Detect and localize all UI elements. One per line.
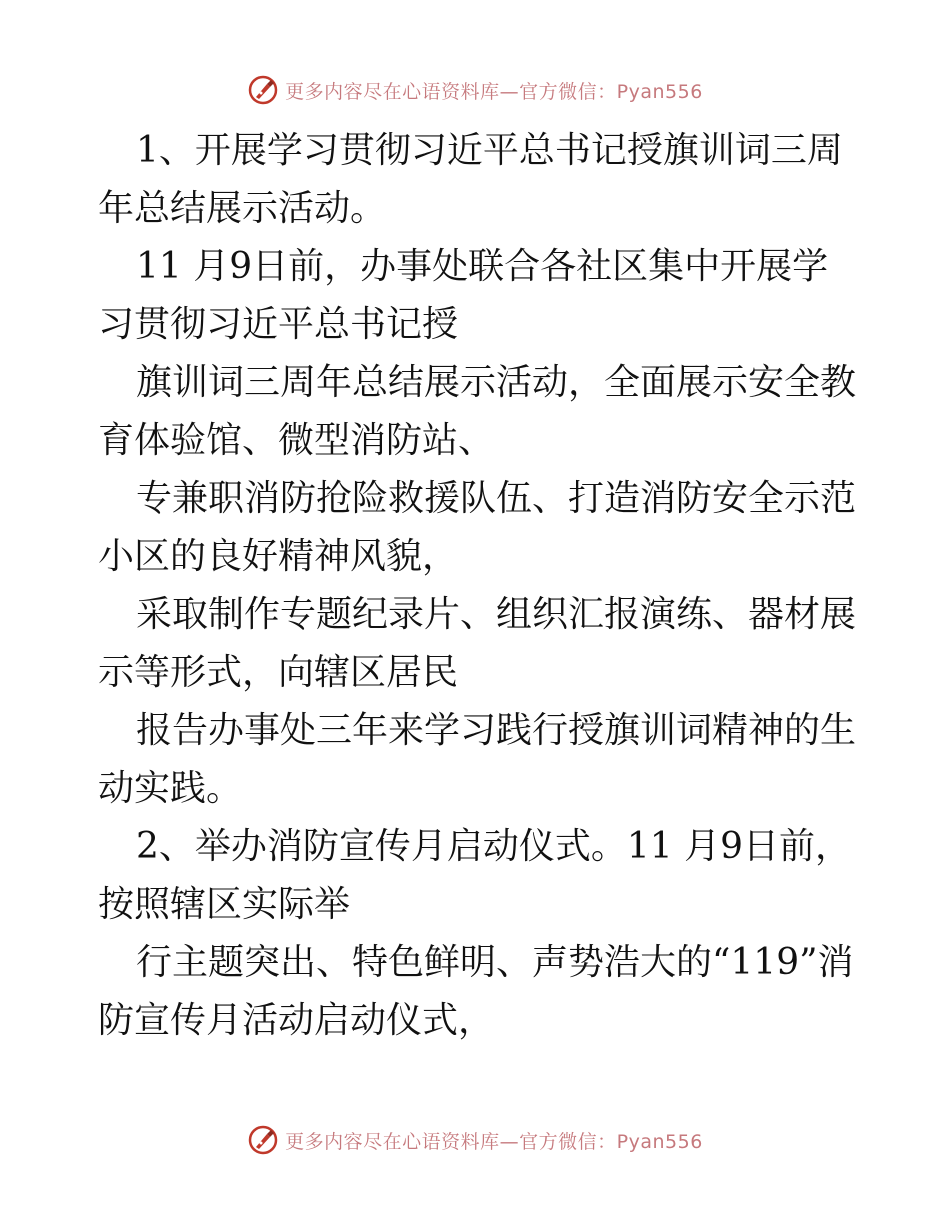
paragraph-8: 行主题突出、特色鲜明、声势浩大的“119”消防宣传月活动启动仪式， bbox=[98, 942, 854, 1041]
brand bbox=[247, 74, 703, 106]
paragraph-7: 2、举办消防宣传月启动仪式。11 月9日前，按照辖区实际举 bbox=[98, 826, 852, 925]
pen-nib-circle-icon bbox=[247, 1124, 279, 1156]
paragraph-4: 专兼职消防抢险救援队伍、打造消防安全示范小区的良好精神风貌， bbox=[98, 478, 857, 577]
document-body bbox=[98, 122, 858, 1050]
paragraph-1: 1、开展学习贯彻习近平总书记授旗训词三周年总结展示活动。 bbox=[98, 130, 843, 229]
paragraph-2: 11 月9日前，办事处联合各社区集中开展学习贯彻习近平总书记授 bbox=[98, 246, 829, 345]
footer-banner-text: 更多内容尽在心语资料库—官方微信：Pyan556 bbox=[285, 1130, 703, 1153]
paragraph-6: 报告办事处三年来学习践行授旗训词精神的生动实践。 bbox=[98, 710, 857, 809]
pen-nib-circle-icon bbox=[247, 74, 279, 106]
brand bbox=[247, 1124, 703, 1156]
page-header-banner bbox=[0, 70, 950, 110]
header-banner-text: 更多内容尽在心语资料库—官方微信：Pyan556 bbox=[285, 80, 703, 103]
paragraph-3: 旗训词三周年总结展示活动，全面展示安全教育体验馆、微型消防站、 bbox=[98, 362, 857, 461]
page-footer-banner bbox=[0, 1120, 950, 1160]
paragraph-5: 采取制作专题纪录片、组织汇报演练、器材展示等形式，向辖区居民 bbox=[98, 594, 857, 693]
